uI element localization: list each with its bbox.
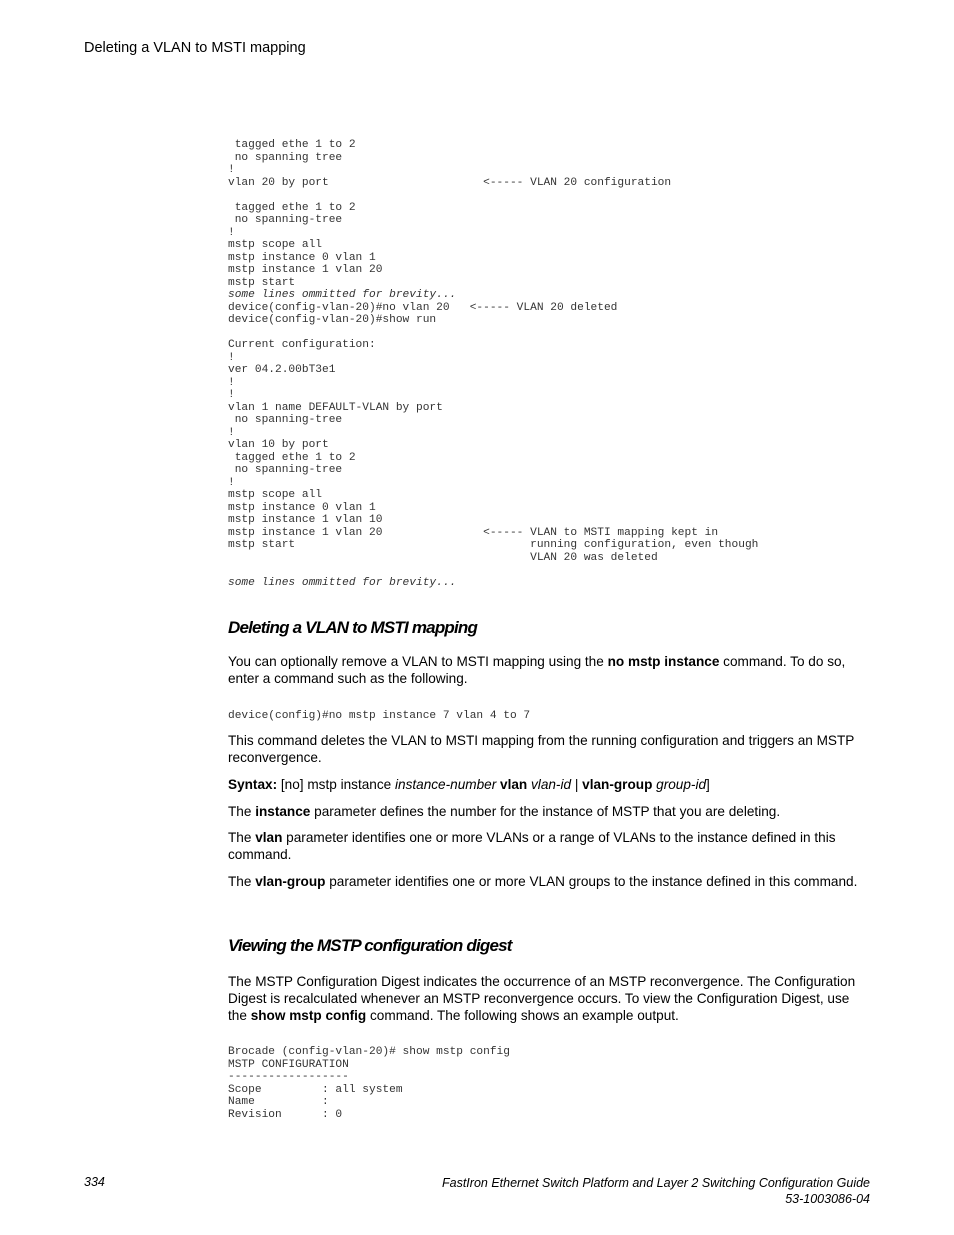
- code-line: VLAN 20 was deleted: [228, 551, 658, 564]
- code-line: ver 04.2.00bT3e1: [228, 364, 336, 376]
- doc-number: 53-1003086-04: [785, 1192, 870, 1206]
- param-keyword: vlan: [255, 830, 283, 845]
- param-keyword: instance: [255, 804, 311, 819]
- code-line: mstp instance 1 vlan 20: [228, 264, 383, 276]
- syntax-label: Syntax:: [228, 777, 278, 792]
- code-line: mstp instance 1 vlan 20 <----- VLAN to MSTI mapping kept in: [228, 526, 719, 539]
- code-line: !: [228, 164, 235, 176]
- code-line: !: [228, 226, 235, 239]
- text: parameter identifies one or more VLANs or a range of VLANs to the instance defined in this command.: [228, 830, 836, 862]
- code-block-config: [228, 139, 758, 589]
- code-line: tagged ethe 1 to 2: [228, 139, 356, 151]
- paragraph-syntax: [228, 776, 868, 793]
- text: command. To do so, enter a command such as the following.: [228, 654, 846, 686]
- section-heading-delete-mapping: Deleting a VLAN to MSTI mapping: [228, 618, 478, 637]
- syntax-arg: vlan-id: [531, 777, 572, 792]
- code-line: no spanning tree: [228, 151, 343, 164]
- code-line: !: [228, 351, 235, 364]
- footer-guide-info: [442, 1175, 870, 1207]
- code-line: mstp instance 0 vlan 1: [228, 251, 376, 264]
- paragraph-vlan-group-param: [228, 873, 868, 890]
- code-line: tagged ethe 1 to 2: [228, 451, 356, 464]
- section-heading-config-digest: Viewing the MSTP configuration digest: [228, 936, 512, 955]
- text: The: [228, 830, 256, 845]
- code-line: !: [228, 376, 235, 389]
- text: parameter identifies one or more VLAN groups to the instance defined in this command.: [325, 874, 858, 889]
- text: You can optionally remove a VLAN to MSTI mapping using the: [228, 654, 608, 669]
- text: command. The following shows an example output.: [366, 1008, 679, 1023]
- command-keyword: show mstp config: [250, 1008, 367, 1023]
- code-line: MSTP CONFIGURATION: [228, 1058, 349, 1071]
- text: [no] mstp instance: [277, 777, 395, 792]
- param-keyword: vlan-group: [255, 874, 326, 889]
- page-number: 334: [84, 1175, 105, 1189]
- text: ]: [706, 777, 710, 792]
- code-line: !: [228, 426, 235, 439]
- code-line: vlan 20 by port <----- VLAN 20 configuration: [228, 176, 672, 189]
- code-line: mstp scope all: [228, 239, 322, 251]
- code-line: no spanning-tree: [228, 214, 343, 226]
- code-line: [228, 189, 758, 202]
- command-keyword: no mstp instance: [607, 654, 720, 669]
- syntax-keyword: vlan: [496, 777, 531, 792]
- syntax-keyword: vlan-group: [582, 777, 653, 792]
- running-header: Deleting a VLAN to MSTI mapping: [84, 40, 306, 56]
- code-line: !: [228, 389, 235, 401]
- code-line: mstp start: [228, 276, 296, 289]
- text: parameter defines the number for the instance of MSTP that you are deleting.: [310, 804, 781, 819]
- syntax-arg: instance-number: [394, 777, 497, 792]
- code-line: mstp instance 1 vlan 10: [228, 514, 383, 526]
- code-line: vlan 10 by port: [228, 439, 329, 451]
- code-line: ------------------: [228, 1071, 349, 1083]
- code-line: Name :: [228, 1096, 329, 1108]
- code-line: Revision : 0: [228, 1108, 343, 1121]
- guide-title: FastIron Ethernet Switch Platform and Layer 2 Switching Configuration Guide: [442, 1176, 870, 1190]
- code-line: device(config-vlan-20)#no vlan 20 <----- VLAN 20 deleted: [228, 301, 618, 314]
- paragraph-intro-delete: [228, 653, 868, 687]
- code-line: [228, 327, 758, 340]
- code-line: no spanning-tree: [228, 414, 343, 426]
- code-line: some lines ommitted for brevity...: [228, 576, 457, 589]
- paragraph-delete-description: This command deletes the VLAN to MSTI mapping from the running configuration and triggers an MSTP reconvergence.: [228, 733, 855, 765]
- code-line: !: [228, 476, 235, 489]
- paragraph-vlan-param: [228, 829, 868, 863]
- code-line: Scope : all system: [228, 1083, 403, 1096]
- code-line: [228, 564, 758, 577]
- code-line: mstp scope all: [228, 489, 322, 501]
- text: |: [571, 777, 583, 792]
- paragraph-intro-digest: [228, 973, 868, 1024]
- code-line: some lines ommitted for brevity...: [228, 289, 457, 301]
- text: The: [228, 874, 256, 889]
- code-line: no spanning-tree: [228, 464, 343, 476]
- code-line: tagged ethe 1 to 2: [228, 201, 356, 214]
- text: The: [228, 804, 256, 819]
- code-line: mstp instance 0 vlan 1: [228, 501, 376, 514]
- code-example-delete: device(config)#no mstp instance 7 vlan 4 to 7: [228, 710, 531, 722]
- code-block-show-mstp-config: [228, 1046, 510, 1121]
- text: The MSTP Configuration Digest indicates the occurrence of an MSTP reconvergence. The Configuration Digest is recalculated whenever an MSTP reconvergence occurs. To view the Configuration Digest, use the: [228, 974, 856, 1023]
- code-line: Brocade (config-vlan-20)# show mstp config: [228, 1046, 510, 1058]
- code-line: vlan 1 name DEFAULT-VLAN by port: [228, 401, 443, 414]
- syntax-arg: group-id: [652, 777, 707, 792]
- code-line: Current configuration:: [228, 339, 376, 351]
- paragraph-instance-param: [228, 803, 868, 820]
- code-line: device(config-vlan-20)#show run: [228, 314, 437, 326]
- code-line: mstp start running configuration, even though: [228, 539, 759, 551]
